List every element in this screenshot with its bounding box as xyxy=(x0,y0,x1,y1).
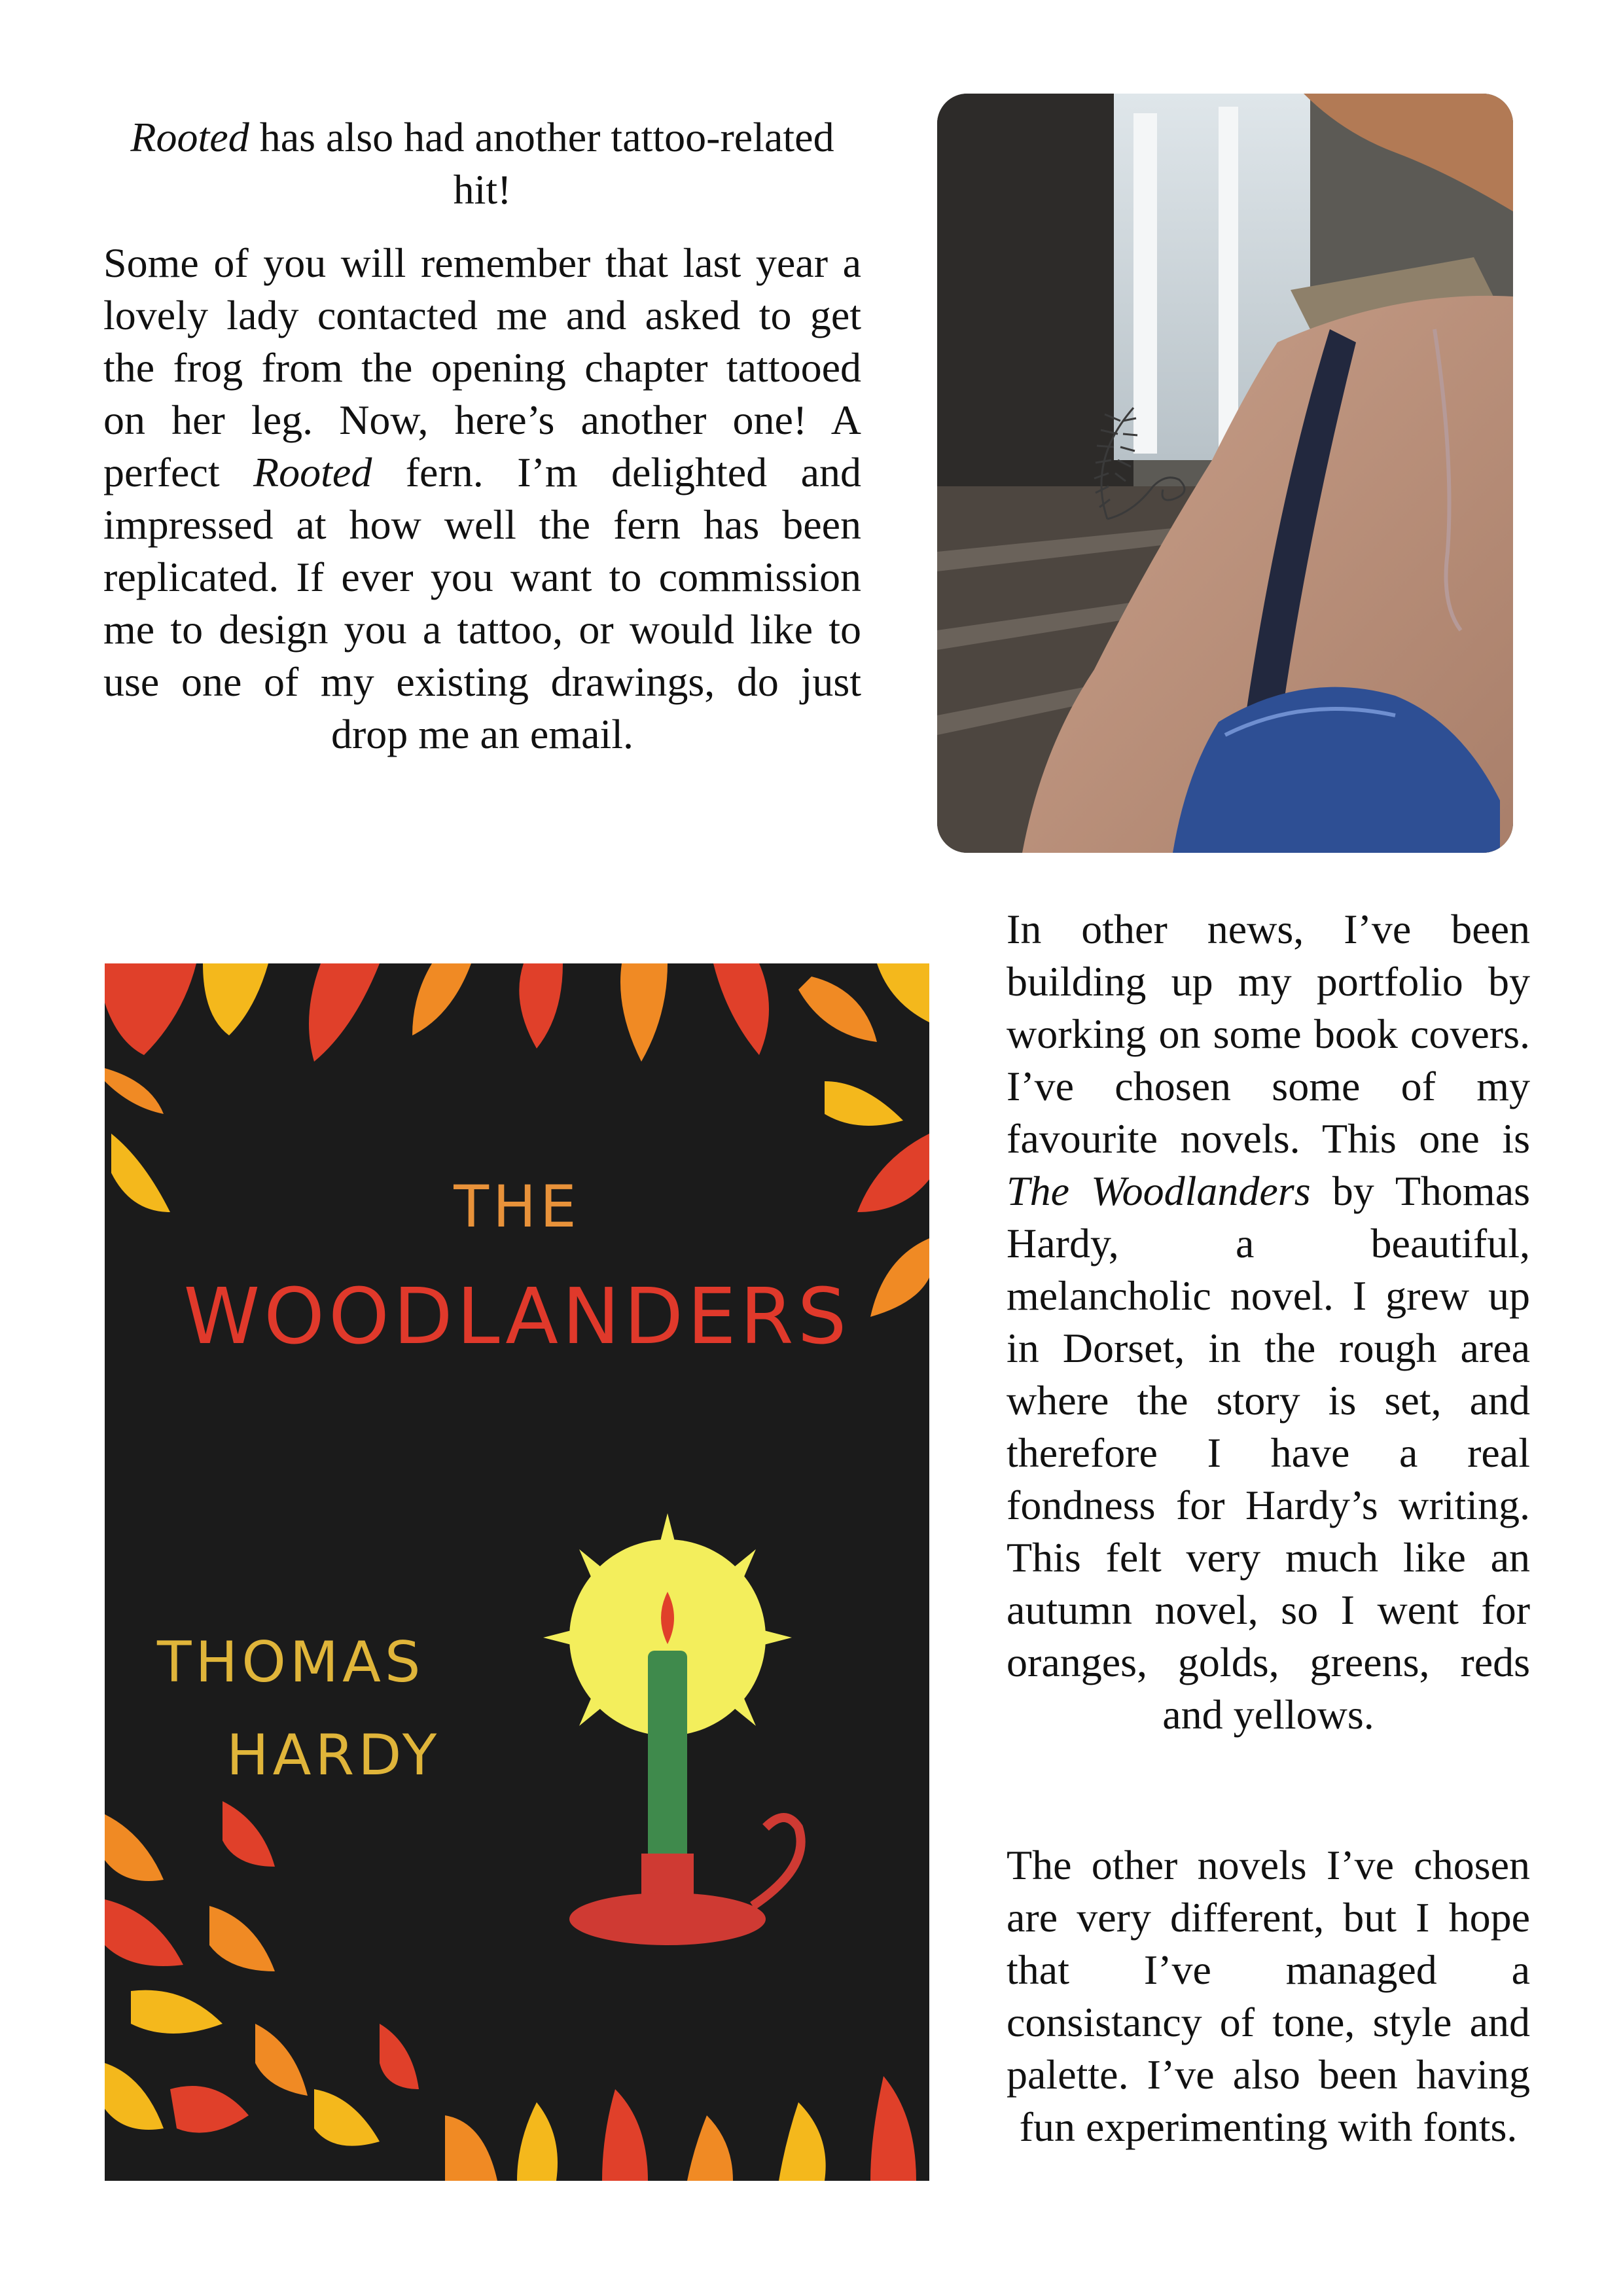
cover-author-first: THOMAS xyxy=(157,1630,425,1695)
intro-text: has also had another tattoo-related hit! xyxy=(249,114,834,213)
intro-paragraph xyxy=(103,111,861,216)
cover-author-last: HARDY xyxy=(226,1723,441,1788)
tattoo-paragraph xyxy=(103,237,861,761)
book-cover-illustration xyxy=(105,963,929,2181)
tattoo-photo xyxy=(937,94,1513,853)
other-novels-paragraph xyxy=(1007,1839,1530,2153)
other-novels-text: The other novels I’ve chosen are very different, but I hope that I’ve managed a consistancy of tone, style and palette. I’ve also been having fun experimenting with fonts. xyxy=(1007,1842,1530,2150)
book-cover xyxy=(105,963,929,2181)
cover-title: WOODLANDERS xyxy=(183,1271,851,1361)
tattoo-photo-illustration xyxy=(937,94,1513,853)
tattoo-text-part2: fern. I’m delighted and impressed at how well the fern has been replicated. If ever you want to commission me to design you a tattoo, or would like to use one of my existing drawings, do just drop me an email. xyxy=(103,449,862,757)
book-title-rooted: Rooted xyxy=(130,114,249,160)
book-title-rooted-inline: Rooted xyxy=(253,449,372,495)
news-paragraph xyxy=(1007,903,1530,1741)
news-text-part1: In other news, I’ve been building up my portfolio by working on some book covers. I’ve chosen some of my favourite novels. This one is xyxy=(1007,906,1530,1162)
tattoo-text-part1: Some of you will remember that last year a lovely lady contacted me and asked to get the frog from the opening chapter tattooed on her leg. Now, here’s another one! A perfect xyxy=(103,240,861,495)
news-text-part2: by Thomas Hardy, a beautiful, melancholic novel. I grew up in Dorset, in the rough area where the story is set, and therefore I have a real fondness for Hardy’s writing. This felt very much like an autumn novel, so I went for oranges, golds, greens, reds and yellows. xyxy=(1007,1168,1531,1738)
cover-article: THE xyxy=(454,1173,580,1240)
book-title-woodlanders: The Woodlanders xyxy=(1007,1168,1311,1214)
